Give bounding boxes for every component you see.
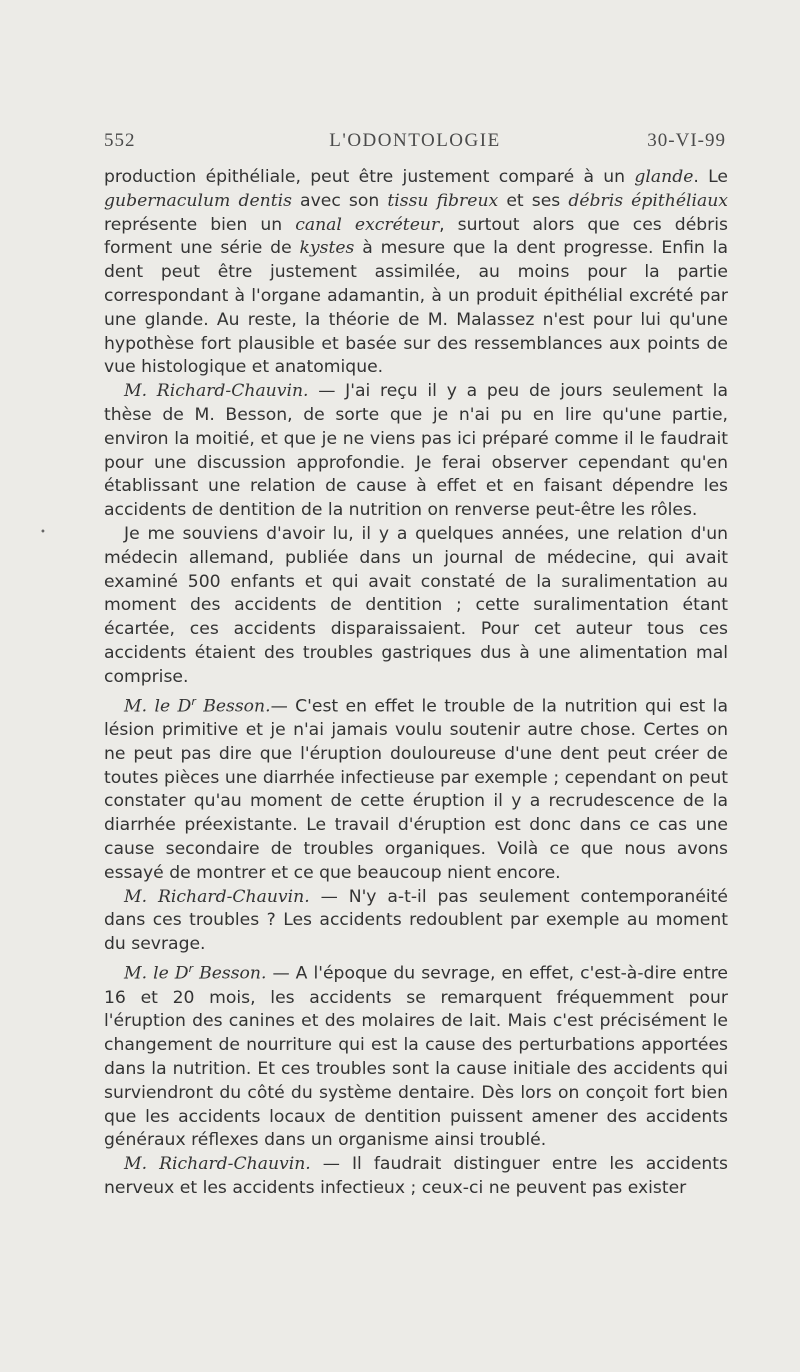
italic-text: glande — [634, 167, 694, 187]
italic-text: r — [188, 962, 194, 976]
text-run: à mesure que la dent progresse. Enfin la dent peut être justement assimilée, au moins pour la partie correspondant à l'organe adamantin, à un produit épithélial excrété par une glande. Au reste, la théorie de M. Malassez n'est pour lui qu'une hypothèse fort plausible et basée sur des ressemblances aux points de vue histologique et anatomique. — [104, 238, 728, 378]
body-text — [104, 166, 728, 1201]
text-run: représente bien un — [104, 214, 296, 235]
italic-text: M. Richard-Chauvin. — [124, 381, 309, 402]
italic-text: M. Richard-Chauvin. — [124, 1154, 311, 1175]
italic-text: M. le D — [124, 696, 192, 717]
text-run: — N'y a-t-il pas seulement contemporanéité dans ces troubles ? Les accidents redoublent par exemple au moment du sevrage. — [104, 886, 728, 955]
paragraph — [104, 523, 728, 690]
text-run: , surtout alors que ces débris forment une série de — [104, 214, 728, 259]
text-run: — Il faudrait distinguer entre les accidents nerveux et les accidents infectieux ; ceux-ci ne peuvent pas exister — [104, 1154, 728, 1198]
page-number: 552 — [104, 130, 136, 151]
paragraph — [104, 690, 728, 886]
italic-text: débris épithéliaux — [568, 190, 728, 211]
text-run: — C'est en effet le trouble de la nutrition qui est la lésion primitive et je n'ai jamais voulu soutenir autre chose. Certes on ne peut pas dire que l'éruption douloureuse d'une dent peut créer de toutes pièces une diarrhée infectieuse par exemple ; cependant on peut constater qu'au moment de cette éruption il y a recrudescence de la diarrhée préexistante. Le travail d'éruption est donc dans ce cas une cause secondaire de troubles organiques. Voilà ce que nous avons essayé de montrer et ce que beaucoup nient encore. — [104, 696, 728, 883]
text-run: . Le — [693, 167, 729, 187]
paragraph — [104, 886, 728, 957]
italic-text: gubernaculum dentis — [104, 190, 292, 211]
text-run: avec son — [291, 190, 388, 211]
text-run: Je me souviens d'avoir lu, il y a quelques années, une relation d'un médecin allemand, publiée dans un journal de médecine, qui avait examiné 500 enfants et qui avait constaté de la suralimentation au moment des accidents de dentition ; cette suralimentation étant écartée, ces accidents disparaissaient. Pour cet auteur tous ces accidents étaient des troubles gastriques dus à une alimentation mal comprise. — [104, 523, 728, 687]
italic-text: Besson. — [193, 963, 267, 984]
text-run: — A l'époque du sevrage, en effet, c'est-à-dire entre 16 et 20 mois, les accidents se remarquent fréquemment pour l'éruption des canines et des molaires de lait. Mais c'est précisément le changement de nourriture qui est la cause des perturbations apportées dans la nutrition. Et ces troubles sont la cause initiale des accidents qui surviendront du côté du système dentaire. Dès lors on conçoit fort bien que les accidents locaux de dentition puissent amener des accidents généraux réflexes dans un organisme ainsi troublé. — [104, 963, 728, 1151]
running-header — [104, 130, 726, 158]
paragraph — [104, 1153, 728, 1201]
text-run: production épithéliale, peut être justement comparé à un — [104, 167, 635, 187]
italic-text: M. Richard-Chauvin. — [124, 886, 310, 907]
italic-text: tissu fibreux — [387, 190, 499, 211]
paragraph — [104, 380, 728, 523]
italic-text: Besson. — [195, 696, 271, 717]
running-title: L'ODONTOLOGIE — [329, 130, 501, 151]
text-run: — J'ai reçu il y a peu de jours seulement la thèse de M. Besson, de sorte que je n'ai pu en lire qu'une partie, environ la moitié, et que je ne viens pas ici préparé comme il le faudrait pour une discussion approfondie. Je ferai observer cependant qu'en établissant une relation de cause à effet et en faisant dépendre les accidents de dentition de la nutrition on renverse peut-être les rôles. — [104, 381, 728, 521]
text-run: et ses — [498, 190, 569, 211]
italic-text: r — [191, 694, 196, 708]
issue-date: 30-VI-99 — [647, 130, 726, 151]
italic-text: kystes — [299, 238, 355, 259]
italic-text: canal excréteur — [295, 214, 440, 235]
margin-dot: • — [40, 527, 46, 538]
paragraph — [104, 957, 728, 1153]
paragraph — [104, 166, 728, 380]
italic-text: M. le D — [124, 963, 189, 984]
